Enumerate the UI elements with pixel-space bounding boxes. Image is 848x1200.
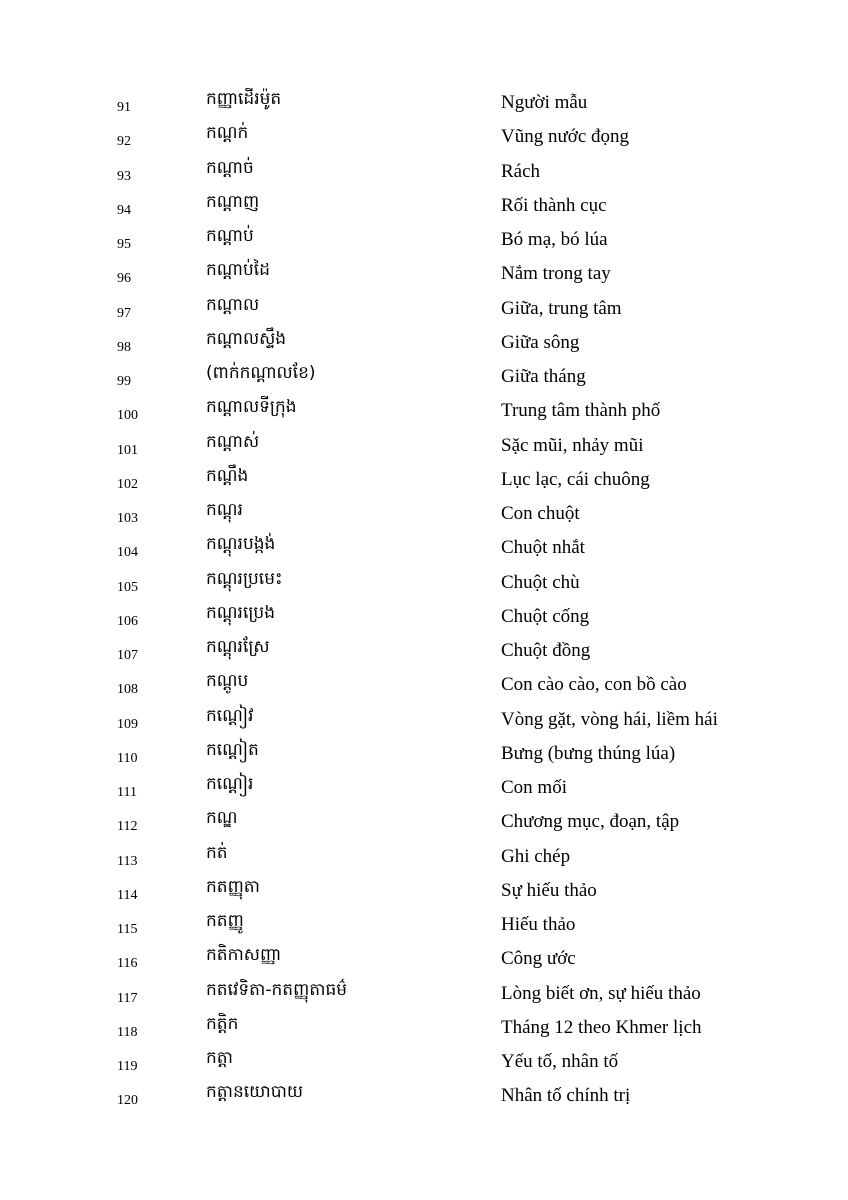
entry-row [0, 1079, 848, 1113]
khmer-term: កតញ្ញូ [206, 911, 244, 931]
entry-row [0, 600, 848, 634]
entry-number: 118 [117, 1024, 138, 1040]
khmer-term: កណ្តុរប្រេង [206, 602, 275, 623]
khmer-term: កណ្តឹង [206, 465, 249, 486]
entry-number: 116 [117, 956, 138, 972]
entry-row [0, 394, 848, 428]
entry-number: 103 [117, 511, 138, 526]
entry-number: 96 [117, 271, 131, 287]
vietnamese-translation: Con chuột [501, 503, 580, 524]
vietnamese-translation: Giữa tháng [501, 366, 586, 387]
entry-number: 100 [117, 408, 138, 424]
entry-row [0, 977, 848, 1011]
entry-row [0, 531, 848, 565]
vietnamese-translation: Con mối [501, 777, 567, 798]
entry-number: 98 [117, 339, 131, 355]
vietnamese-translation: Trung tâm thành phố [501, 400, 661, 422]
entry-number: 106 [117, 613, 138, 629]
khmer-term: កណ្តាល [206, 294, 260, 315]
khmer-term: កណ្តៀរ [206, 774, 254, 794]
entry-number: 109 [117, 716, 138, 732]
entry-number: 107 [117, 648, 138, 663]
khmer-term: កណ្តុរស្រែ [206, 637, 270, 657]
entry-row [0, 257, 848, 291]
khmer-term: កណ្តាប់ដៃ [206, 260, 270, 281]
vietnamese-translation: Giữa sông [501, 331, 580, 353]
entry-row [0, 805, 848, 839]
entry-row [0, 942, 848, 976]
khmer-term: កណ្តាលស្ទឹង [206, 328, 287, 349]
entry-number: 99 [117, 374, 131, 389]
entry-row [0, 703, 848, 737]
khmer-term: កណ្តូប [206, 671, 249, 692]
entry-row [0, 566, 848, 600]
khmer-term: កណ្តាប់ [206, 226, 254, 246]
khmer-term: កត្តា [206, 1048, 233, 1068]
entry-number: 105 [117, 579, 138, 595]
entry-number: 101 [117, 442, 138, 458]
vietnamese-translation: Yếu tố, nhân tố [501, 1051, 619, 1072]
vietnamese-translation: Chương mục, đoạn, tập [501, 811, 680, 833]
entry-number: 104 [117, 545, 138, 561]
vietnamese-translation: Bưng (bưng thúng lúa) [501, 742, 676, 764]
khmer-term: កតវេទិតា-កតញ្ញុតាធម៌ [206, 979, 348, 1000]
khmer-term: កណ្តាច់ [206, 157, 254, 178]
khmer-term: កញ្ញាដើរម៉ូត [206, 89, 282, 109]
entry-row [0, 497, 848, 531]
vietnamese-translation: Lục lạc, cái chuông [501, 468, 650, 490]
entry-number: 108 [117, 682, 138, 698]
khmer-term: កណ្តាលទីក្រុង [206, 397, 297, 418]
khmer-term: កណ្តុរប្រមេះ [206, 568, 283, 589]
khmer-term: កត្តានយោបាយ [206, 1082, 304, 1103]
entry-number: 117 [117, 990, 138, 1006]
entry-row [0, 668, 848, 702]
entry-number: 115 [117, 922, 138, 937]
entry-number: 113 [117, 853, 138, 869]
entry-row [0, 737, 848, 771]
khmer-term: កណ្តៀត [206, 739, 259, 760]
vietnamese-translation: Sặc mũi, nhảy mũi [501, 434, 644, 456]
entry-number: 91 [117, 100, 131, 115]
khmer-term: កណ្ឌ [206, 808, 238, 829]
khmer-term: កត្តិក [206, 1013, 239, 1034]
vietnamese-translation: Chuột chù [501, 571, 580, 593]
entry-row [0, 292, 848, 326]
entry-number: 114 [117, 887, 138, 903]
vietnamese-translation: Sự hiếu thảo [501, 879, 597, 901]
vietnamese-translation: Chuột nhắt [501, 537, 585, 559]
entry-row [0, 874, 848, 908]
vietnamese-translation: Công ước [501, 948, 576, 970]
vietnamese-translation: Lòng biết ơn, sự hiếu thảo [501, 982, 701, 1004]
entry-number: 93 [117, 168, 131, 184]
vietnamese-translation: Nắm trong tay [501, 263, 611, 285]
entry-row [0, 634, 848, 668]
khmer-term: កតិកាសញ្ញា [206, 945, 282, 966]
entry-number: 94 [117, 202, 131, 218]
entry-row [0, 155, 848, 189]
entry-row [0, 86, 848, 120]
entry-row [0, 223, 848, 257]
vietnamese-translation: Tháng 12 theo Khmer lịch [501, 1016, 702, 1038]
khmer-term: កណ្តុរ [206, 500, 243, 520]
khmer-term: កណ្តាញ [206, 191, 260, 212]
entry-number: 97 [117, 305, 131, 321]
entry-row [0, 840, 848, 874]
entry-number: 111 [117, 785, 137, 800]
entry-row [0, 189, 848, 223]
entry-number: 112 [117, 819, 138, 835]
entry-number: 102 [117, 476, 138, 492]
entry-row [0, 908, 848, 942]
vietnamese-translation: Ghi chép [501, 845, 571, 867]
khmer-term: កណ្តៀវ [206, 705, 254, 726]
khmer-term: កណ្តក់ [206, 123, 249, 144]
vietnamese-translation: Con cào cào, con bồ cào [501, 674, 687, 696]
vietnamese-translation: Hiếu thảo [501, 914, 576, 935]
vietnamese-translation: Chuột cống [501, 605, 590, 627]
entry-number: 119 [117, 1059, 138, 1074]
vietnamese-translation: Giữa, trung tâm [501, 297, 622, 319]
khmer-term: កត់ [206, 842, 228, 863]
vietnamese-translation: Vũng nước đọng [501, 126, 629, 148]
entry-row [0, 360, 848, 394]
vietnamese-translation: Vòng gặt, vòng hái, liềm hái [501, 708, 718, 730]
vietnamese-translation: Bó mạ, bó lúa [501, 229, 608, 250]
vietnamese-translation: Chuột đồng [501, 640, 591, 661]
entry-row [0, 771, 848, 805]
khmer-term: កណ្តាស់ [206, 431, 260, 452]
khmer-term: កណ្តុរបង្កង់ [206, 534, 276, 555]
entry-list [0, 86, 848, 1114]
entry-row [0, 463, 848, 497]
khmer-term: កតញ្ញុតា [206, 876, 260, 897]
entry-row [0, 120, 848, 154]
entry-row [0, 326, 848, 360]
vietnamese-translation: Nhân tố chính trị [501, 1085, 631, 1107]
entry-row [0, 1045, 848, 1079]
entry-number: 110 [117, 750, 138, 766]
vietnamese-translation: Rối thành cục [501, 194, 607, 216]
vietnamese-translation: Người mẫu [501, 92, 588, 113]
khmer-term: (ពាក់កណ្តាលខែ) [206, 363, 316, 383]
entry-row [0, 1011, 848, 1045]
entry-number: 120 [117, 1093, 138, 1109]
entry-row [0, 429, 848, 463]
vietnamese-translation: Rách [501, 160, 541, 182]
entry-number: 92 [117, 134, 131, 150]
entry-number: 95 [117, 237, 131, 252]
